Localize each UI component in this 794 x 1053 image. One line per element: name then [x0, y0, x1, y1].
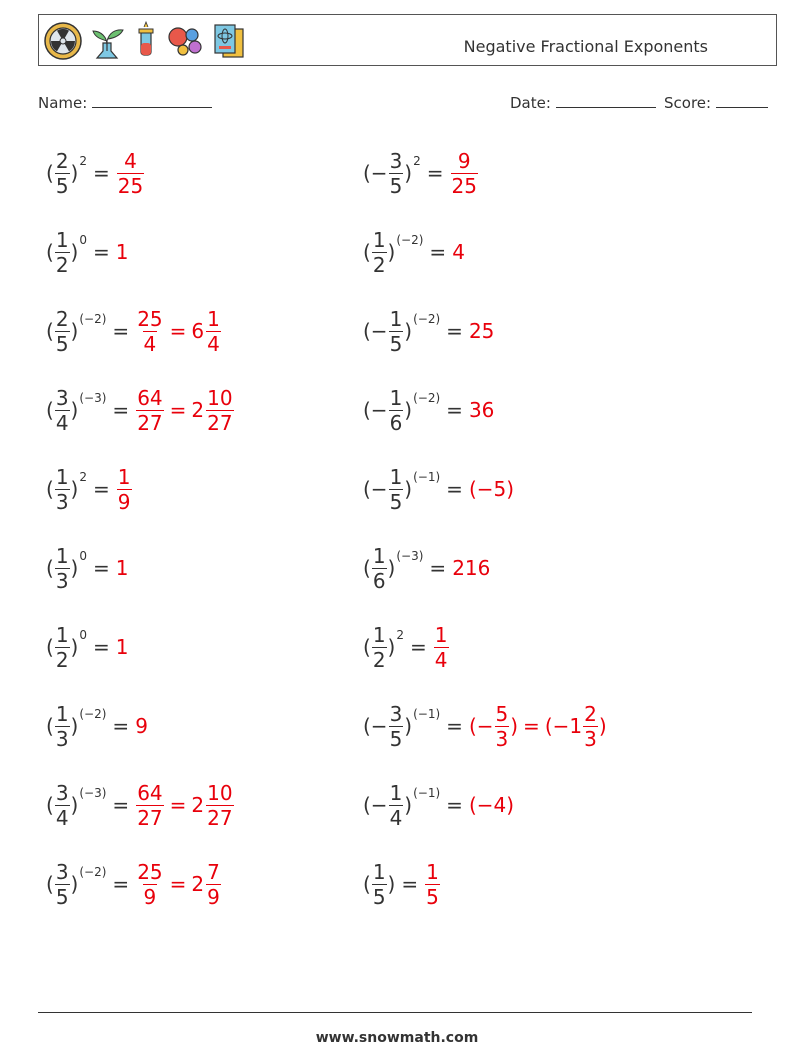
answer-fraction-numerator: 64	[137, 385, 163, 410]
open-paren: (	[46, 398, 54, 422]
answer-fraction-numerator: 1	[434, 622, 448, 647]
exponent: 0	[79, 233, 87, 247]
base-fraction-denominator: 5	[372, 884, 386, 909]
answer-fraction-numerator: 25	[137, 306, 163, 331]
base-fraction-numerator: 1	[55, 543, 69, 568]
base-fraction-denominator: 5	[55, 173, 69, 198]
base-fraction	[55, 465, 70, 514]
problem-17	[46, 775, 235, 835]
exponent: (−3)	[79, 391, 107, 405]
answer	[469, 319, 494, 343]
answer-fraction	[425, 860, 440, 909]
base-fraction-denominator: 5	[55, 331, 69, 356]
open-paren: (	[46, 872, 54, 896]
answer	[469, 398, 494, 422]
open-paren: (−	[363, 398, 388, 422]
problem-5	[46, 301, 222, 361]
answer-text: 1	[115, 556, 129, 580]
close-paren: )	[387, 240, 396, 264]
score-blank	[716, 93, 768, 108]
mixed-fraction	[206, 307, 221, 356]
answer-fraction-denominator: 9	[117, 489, 131, 514]
exponent: (−2)	[79, 865, 107, 879]
base-fraction-numerator: 2	[55, 148, 69, 173]
answer-fraction-numerator: 1	[117, 464, 131, 489]
open-paren: (	[46, 793, 54, 817]
base-fraction	[55, 149, 70, 198]
mixed-fraction	[206, 386, 233, 435]
base-fraction-numerator: 3	[55, 859, 69, 884]
exponent: 2	[79, 470, 87, 484]
answer	[135, 714, 148, 738]
open-paren: (	[46, 161, 54, 185]
atom-book-icon	[209, 21, 249, 61]
close-paren: )	[70, 319, 79, 343]
answer	[433, 623, 450, 672]
equals-sign: =	[446, 477, 463, 501]
mixed-fraction-numerator: 7	[207, 859, 220, 884]
exponent: (−1)	[413, 786, 441, 800]
base-fraction-denominator: 2	[55, 252, 69, 277]
answer-fraction	[583, 702, 598, 751]
equals-sign: =	[446, 398, 463, 422]
base-fraction	[55, 860, 70, 909]
answer	[450, 149, 479, 198]
molecule-icon	[165, 21, 205, 61]
base-fraction-numerator: 2	[55, 306, 69, 331]
close-paren: )	[387, 556, 396, 580]
base-fraction	[389, 386, 404, 435]
problem-10	[363, 459, 514, 519]
problem-18	[363, 775, 514, 835]
problem-8	[363, 380, 494, 440]
close-paren: )	[404, 398, 413, 422]
answer	[452, 556, 490, 580]
base-fraction-numerator: 3	[55, 780, 69, 805]
base-fraction-numerator: 1	[372, 543, 386, 568]
mixed-fraction-numerator: 10	[207, 385, 233, 410]
date-field	[510, 93, 656, 112]
open-paren: (−	[363, 714, 388, 738]
base-fraction-numerator: 1	[389, 780, 403, 805]
base-fraction-denominator: 2	[372, 252, 386, 277]
problem-12	[363, 538, 490, 598]
base-fraction-denominator: 5	[389, 489, 403, 514]
answer-fraction	[136, 386, 163, 435]
base-fraction-numerator: 3	[389, 148, 403, 173]
base-fraction	[389, 149, 404, 198]
answer-fraction-numerator: 9	[457, 148, 471, 173]
worksheet-header	[38, 14, 777, 66]
problem-16	[363, 696, 607, 756]
problem-7	[46, 380, 235, 440]
problem-15	[46, 696, 148, 756]
mixed-fraction-denominator: 4	[207, 331, 220, 356]
answer-text: (−	[468, 714, 494, 738]
answer-equals: =	[169, 872, 187, 896]
open-paren: (	[46, 556, 54, 580]
answer	[135, 307, 222, 356]
equals-sign: =	[93, 556, 110, 580]
answer	[424, 860, 441, 909]
answer-fraction-denominator: 3	[584, 726, 597, 751]
answer	[469, 477, 514, 501]
answer-fraction	[117, 465, 132, 514]
base-fraction-denominator: 3	[55, 568, 69, 593]
base-fraction-numerator: 1	[372, 227, 386, 252]
exponent: 0	[79, 549, 87, 563]
equals-sign: =	[93, 161, 110, 185]
answer-fraction-denominator: 4	[143, 331, 157, 356]
open-paren: (	[363, 872, 371, 896]
answer	[135, 386, 234, 435]
answer-text: (−5)	[468, 477, 515, 501]
equals-sign: =	[446, 714, 463, 738]
footer-website: www.snowmath.com	[315, 1030, 479, 1046]
base-fraction-numerator: 1	[389, 464, 403, 489]
base-fraction	[55, 307, 70, 356]
close-paren: )	[70, 477, 79, 501]
answer	[452, 240, 465, 264]
answer-equals: =	[169, 793, 187, 817]
base-fraction	[55, 228, 70, 277]
base-fraction-denominator: 5	[389, 173, 403, 198]
base-fraction-denominator: 3	[55, 489, 69, 514]
close-paren: )	[404, 161, 413, 185]
answer-fraction-numerator: 2	[584, 701, 597, 726]
exponent: 2	[413, 154, 421, 168]
close-paren: )	[70, 793, 79, 817]
exponent: (−2)	[413, 312, 441, 326]
equals-sign: =	[429, 556, 447, 580]
answer-text: 1	[115, 635, 129, 659]
answer-fraction-numerator: 64	[137, 780, 163, 805]
exponent: (−1)	[413, 470, 441, 484]
problem-14	[363, 617, 450, 677]
equals-sign: =	[112, 398, 130, 422]
name-blank	[92, 93, 212, 108]
base-fraction	[372, 228, 387, 277]
date-label: Date:	[510, 94, 551, 112]
exponent: (−2)	[79, 312, 107, 326]
base-fraction-denominator: 5	[389, 726, 403, 751]
close-paren: )	[70, 556, 79, 580]
answer	[116, 240, 129, 264]
close-paren: )	[70, 398, 79, 422]
mixed-fraction	[206, 860, 221, 909]
answer	[116, 465, 133, 514]
base-fraction	[389, 781, 404, 830]
base-fraction	[372, 623, 387, 672]
problem-2	[363, 143, 479, 203]
base-fraction-numerator: 3	[389, 701, 403, 726]
base-fraction	[55, 623, 70, 672]
score-label: Score:	[664, 94, 712, 112]
problem-19	[46, 854, 222, 914]
close-paren: )	[70, 714, 79, 738]
close-paren: )	[404, 319, 413, 343]
answer-text: )	[510, 714, 519, 738]
exponent: (−1)	[413, 707, 441, 721]
exponent: 2	[396, 628, 404, 642]
problem-3	[46, 222, 129, 282]
answer-fraction	[136, 307, 163, 356]
base-fraction-numerator: 1	[55, 464, 69, 489]
close-paren: )	[404, 714, 413, 738]
base-fraction-denominator: 2	[55, 647, 69, 672]
base-fraction	[389, 702, 404, 751]
base-fraction	[389, 307, 404, 356]
answer-fraction-denominator: 25	[117, 173, 144, 198]
exponent: (−3)	[79, 786, 107, 800]
open-paren: (−	[363, 161, 388, 185]
base-fraction	[55, 386, 70, 435]
open-paren: (	[363, 240, 371, 264]
base-fraction	[372, 860, 387, 909]
plant-flask-icon	[87, 21, 127, 61]
answer-fraction-denominator: 5	[426, 884, 439, 909]
answer	[116, 556, 129, 580]
problem-11	[46, 538, 129, 598]
answer-text: 9	[135, 714, 148, 738]
open-paren: (	[46, 635, 54, 659]
answer	[116, 635, 129, 659]
base-fraction-denominator: 6	[372, 568, 386, 593]
open-paren: (	[46, 240, 54, 264]
base-fraction-denominator: 4	[55, 805, 69, 830]
mixed-fraction-numerator: 10	[207, 780, 233, 805]
exponent: (−2)	[79, 707, 107, 721]
answer-fraction-numerator: 25	[137, 859, 163, 884]
radiation-icon	[43, 21, 83, 61]
equals-sign: =	[429, 240, 447, 264]
equals-sign: =	[112, 714, 130, 738]
open-paren: (	[46, 714, 54, 738]
base-fraction-numerator: 1	[389, 385, 403, 410]
name-field	[38, 93, 212, 112]
base-fraction-denominator: 5	[389, 331, 403, 356]
equals-sign: =	[93, 240, 110, 264]
problem-4	[363, 222, 465, 282]
problem-9	[46, 459, 133, 519]
base-fraction-numerator: 1	[55, 701, 69, 726]
answer-fraction-numerator: 1	[426, 859, 439, 884]
answer-fraction-denominator: 27	[137, 410, 163, 435]
answer-fraction	[451, 149, 478, 198]
exponent: (−2)	[413, 391, 441, 405]
answer-text: 4	[452, 240, 465, 264]
answer-equals: =	[169, 319, 187, 343]
header-icons	[43, 21, 249, 61]
close-paren: )	[404, 793, 413, 817]
date-blank	[556, 93, 656, 108]
answer-fraction	[117, 149, 144, 198]
open-paren: (	[363, 635, 371, 659]
open-paren: (	[46, 319, 54, 343]
answer-fraction-denominator: 25	[451, 173, 477, 198]
base-fraction-denominator: 4	[389, 805, 403, 830]
mixed-whole: 2	[191, 793, 205, 817]
answer-text: 25	[468, 319, 495, 343]
base-fraction	[372, 544, 387, 593]
close-paren: )	[70, 240, 79, 264]
equals-sign: =	[446, 793, 463, 817]
mixed-whole: 2	[191, 398, 205, 422]
answer-fraction	[136, 860, 163, 909]
exponent: 0	[79, 628, 87, 642]
equals-sign: =	[112, 793, 130, 817]
base-fraction-numerator: 1	[55, 622, 69, 647]
answer-equals: =	[523, 714, 540, 738]
answer-text: 1	[115, 240, 129, 264]
answer-text: 36	[468, 398, 495, 422]
equals-sign: =	[93, 477, 110, 501]
answer-fraction-numerator: 4	[124, 148, 137, 173]
base-fraction-denominator: 2	[372, 647, 386, 672]
base-fraction-denominator: 4	[55, 410, 69, 435]
answer	[135, 860, 222, 909]
answer-text: 216	[452, 556, 491, 580]
equals-sign: =	[410, 635, 427, 659]
footer-divider	[38, 1012, 752, 1013]
equals-sign: =	[112, 319, 130, 343]
open-paren: (	[46, 477, 54, 501]
answer-fraction-numerator: 5	[495, 701, 509, 726]
page-title: Negative Fractional Exponents	[463, 37, 708, 56]
answer-equals: =	[169, 398, 187, 422]
base-fraction-numerator: 1	[372, 622, 386, 647]
base-fraction-numerator: 1	[389, 306, 403, 331]
answer-fraction	[434, 623, 449, 672]
exponent: (−2)	[396, 233, 424, 247]
open-paren: (−	[363, 793, 388, 817]
base-fraction	[55, 544, 70, 593]
mixed-whole: 6	[191, 319, 205, 343]
open-paren: (−	[363, 477, 388, 501]
answer-text: )	[598, 714, 607, 738]
mixed-whole: 2	[191, 872, 205, 896]
close-paren: )	[387, 635, 396, 659]
exponent: 2	[79, 154, 87, 168]
mixed-fraction-denominator: 27	[207, 410, 233, 435]
answer-fraction	[136, 781, 163, 830]
answer	[469, 702, 607, 751]
mixed-fraction-denominator: 27	[207, 805, 233, 830]
name-label: Name:	[38, 94, 88, 112]
base-fraction-numerator: 3	[55, 385, 69, 410]
mixed-fraction-denominator: 9	[207, 884, 220, 909]
base-fraction	[55, 702, 70, 751]
open-paren: (−	[363, 319, 388, 343]
equals-sign: =	[401, 872, 419, 896]
answer-fraction-denominator: 3	[495, 726, 509, 751]
problem-13	[46, 617, 129, 677]
answer-fraction-denominator: 9	[143, 884, 157, 909]
answer-text: (−1	[544, 714, 583, 738]
equals-sign: =	[112, 872, 130, 896]
base-fraction-numerator: 1	[372, 859, 386, 884]
equals-sign: =	[93, 635, 110, 659]
close-paren: )	[404, 477, 413, 501]
problem-6	[363, 301, 494, 361]
problem-20	[363, 854, 441, 914]
answer-text: (−4)	[468, 793, 515, 817]
base-fraction-denominator: 3	[55, 726, 69, 751]
score-field	[664, 93, 768, 112]
open-paren: (	[363, 556, 371, 580]
base-fraction-numerator: 1	[55, 227, 69, 252]
answer-fraction-denominator: 27	[137, 805, 163, 830]
mixed-fraction-numerator: 1	[207, 306, 220, 331]
base-fraction	[55, 781, 70, 830]
answer	[135, 781, 234, 830]
close-paren: )	[70, 635, 79, 659]
answer	[116, 149, 145, 198]
base-fraction	[389, 465, 404, 514]
base-fraction-denominator: 5	[55, 884, 69, 909]
base-fraction-denominator: 6	[389, 410, 403, 435]
close-paren: )	[387, 872, 396, 896]
exponent: (−3)	[396, 549, 424, 563]
equals-sign: =	[446, 319, 463, 343]
answer-fraction-denominator: 4	[434, 647, 448, 672]
test-tube-icon	[131, 21, 161, 61]
equals-sign: =	[426, 161, 444, 185]
close-paren: )	[70, 161, 79, 185]
mixed-fraction	[206, 781, 233, 830]
close-paren: )	[70, 872, 79, 896]
answer	[469, 793, 514, 817]
problem-1	[46, 143, 145, 203]
answer-fraction	[495, 702, 510, 751]
